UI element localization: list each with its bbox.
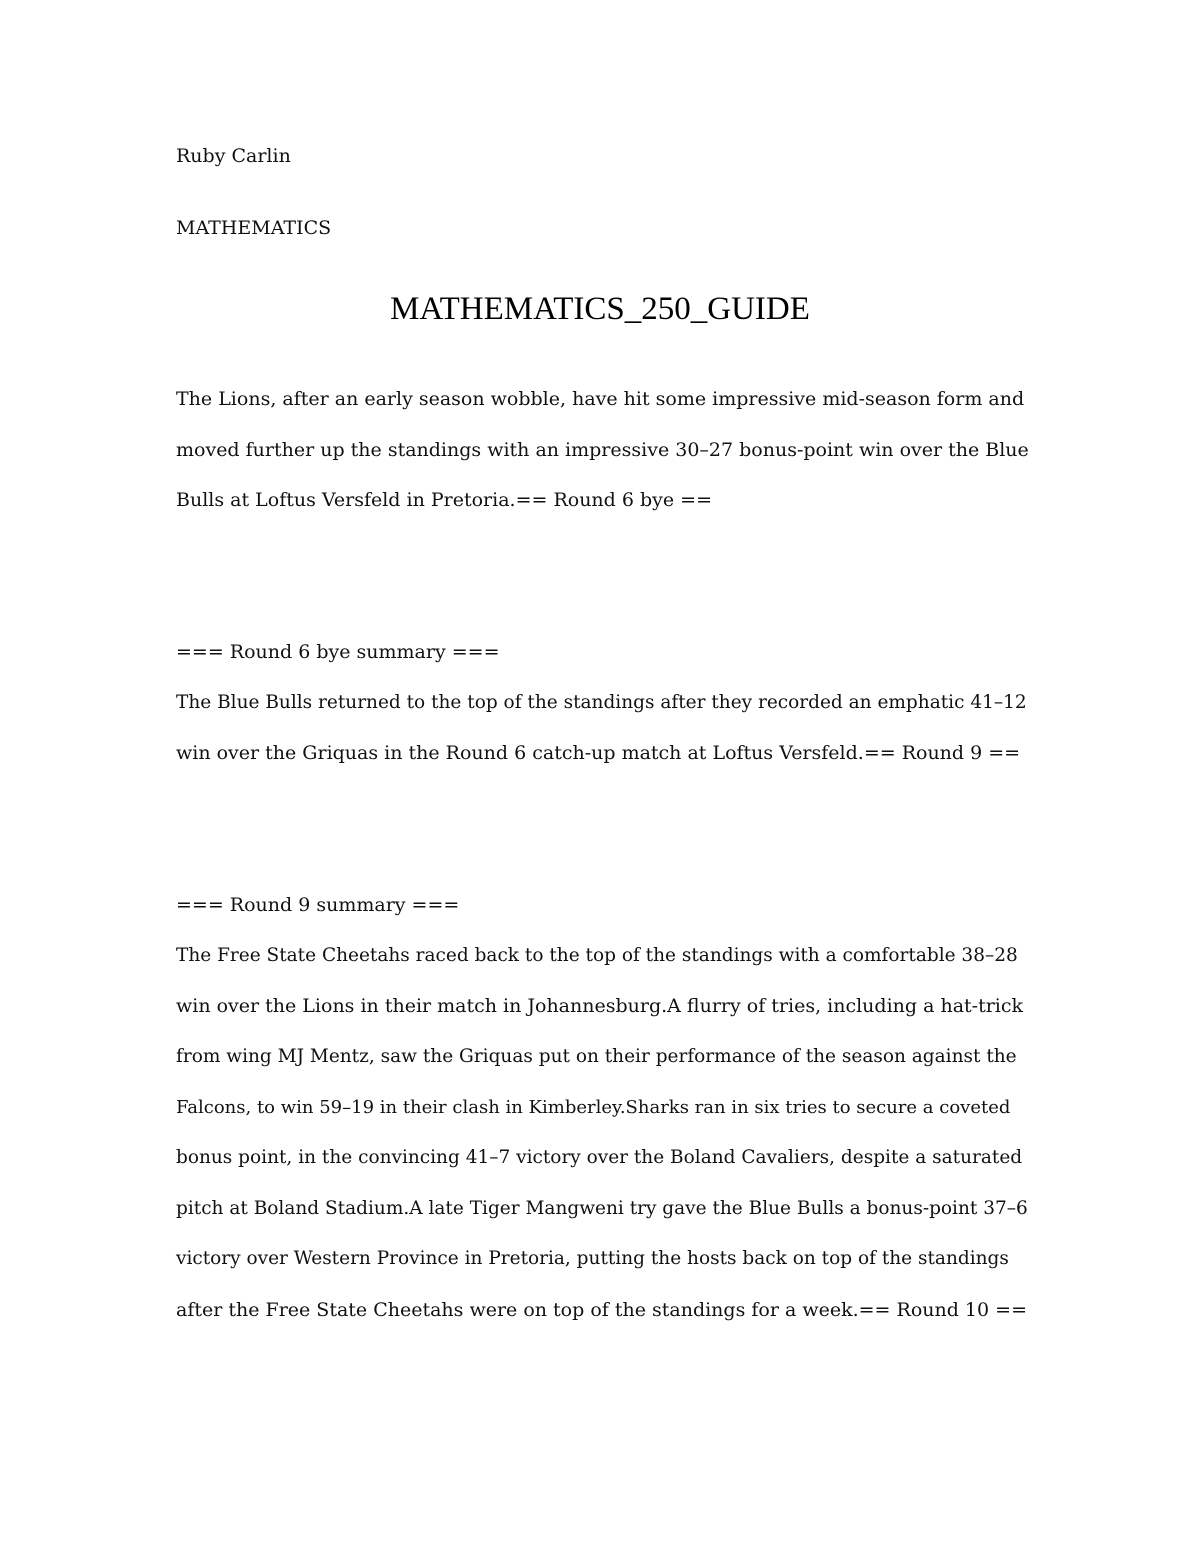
body-line: bonus point, in the convincing 41–7 victory over the Boland Cavaliers, despite a saturated xyxy=(176,1147,1023,1168)
body-line: from wing MJ Mentz, saw the Griquas put on their performance of the season against the xyxy=(176,1046,1017,1067)
body-line: victory over Western Province in Pretoria, putting the hosts back on top of the standings xyxy=(176,1248,1009,1269)
body-line: Bulls at Loftus Versfeld in Pretoria.== Round 6 bye == xyxy=(176,489,713,511)
body-line: The Lions, after an early season wobble, have hit some impressive mid-season form and xyxy=(176,388,1025,410)
body-line: win over the Griquas in the Round 6 catch-up match at Loftus Versfeld.== Round 9 == xyxy=(176,742,1021,764)
body-line: win over the Lions in their match in Johannesburg.A flurry of tries, including a hat-trick xyxy=(176,995,1024,1017)
subject-label: MATHEMATICS xyxy=(176,217,332,239)
body-line: after the Free State Cheetahs were on top of the standings for a week.== Round 10 == xyxy=(176,1299,1027,1321)
section-heading: === Round 9 summary === xyxy=(176,894,460,916)
section-heading: === Round 6 bye summary === xyxy=(176,641,500,663)
body-line: The Blue Bulls returned to the top of the standings after they recorded an emphatic 41–12 xyxy=(176,692,1027,713)
body-line: The Free State Cheetahs raced back to the top of the standings with a comfortable 38–28 xyxy=(176,945,1018,966)
body-line: Falcons, to win 59–19 in their clash in Kimberley.Sharks ran in six tries to secure a coveted xyxy=(176,1097,1011,1118)
document-title: MATHEMATICS_250_GUIDE xyxy=(390,291,810,327)
body-line: moved further up the standings with an impressive 30–27 bonus-point win over the Blue xyxy=(176,439,1029,461)
body-line: pitch at Boland Stadium.A late Tiger Mangweni try gave the Blue Bulls a bonus-point 37–6 xyxy=(176,1198,1028,1219)
author-name: Ruby Carlin xyxy=(176,145,291,167)
